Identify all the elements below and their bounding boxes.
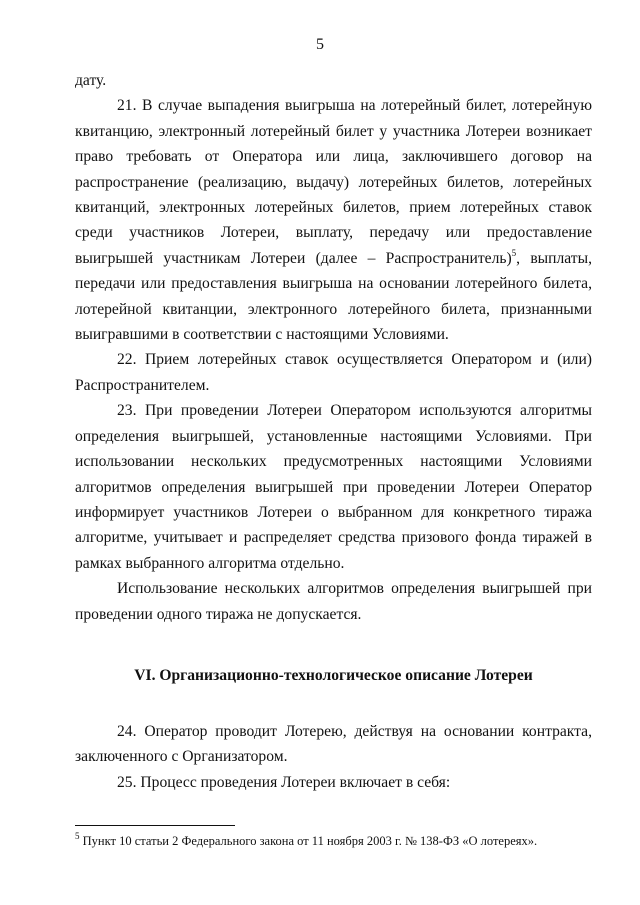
body-text bbox=[75, 68, 592, 627]
paragraph-24: 24. Оператор проводит Лотерею, действуя на основании контракта, заключенного с Организатором. bbox=[75, 723, 592, 766]
footnote-divider bbox=[75, 825, 235, 826]
section-heading: VI. Организационно-технологическое описание Лотереи bbox=[134, 667, 533, 684]
footnote-text: Пункт 10 статьи 2 Федерального закона от 11 ноября 2003 г. № 138-ФЗ «О лотереях». bbox=[79, 834, 538, 848]
paragraph-21-text-b: , выплаты, передачи или предоставления выигрыша на основании лотерейного билета, лотерейной квитанции, электронного лотерейного билета, признанными выигравшими в соответствии с настоящими Условиями. bbox=[75, 249, 592, 344]
paragraph-21-text-a: 21. В случае выпадения выигрыша на лотерейный билет, лотерейную квитанцию, электронный лотерейный билет у участника Лотереи возникает право требовать от Оператора или лица, заключившего договор на распространение (реализацию, выдачу) лотерейных билетов, лотерейных квитанций, электронных лотерейных билетов, прием лотерейных ставок среди участников Лотереи, выплату, передачу или предоставление выигрышей участникам Лотереи (далее – Распространитель) bbox=[75, 97, 592, 267]
body-text-section-6 bbox=[75, 719, 592, 795]
footnote-reference: 5 bbox=[511, 247, 517, 258]
footnote-marker: 5 bbox=[75, 830, 80, 841]
paragraph-23: 23. При проведении Лотереи Оператором используются алгоритмы определения выигрышей, установленные настоящими Условиями. При использовании нескольких предусмотренных настоящими Условиями алгоритмов определения выигрышей при проведении Лотереи Оператор информирует участников Лотереи о выбранном для конкретного тиража алгоритме, учитывает и распределяет средства призового фонда тиражей в рамках выбранного алгоритма отдельно. bbox=[75, 402, 592, 572]
paragraph-continuation: дату. bbox=[75, 72, 107, 89]
paragraph-25: 25. Процесс проведения Лотереи включает в себя: bbox=[117, 773, 451, 791]
page-number: 5 bbox=[316, 36, 324, 53]
paragraph-22: 22. Прием лотерейных ставок осуществляется Оператором и (или) Распространителем. bbox=[75, 351, 592, 394]
paragraph-23-note: Использование нескольких алгоритмов определения выигрышей при проведении одного тиража не допускается. bbox=[75, 580, 592, 623]
footnote bbox=[75, 830, 592, 849]
paragraph-21 bbox=[75, 93, 592, 347]
